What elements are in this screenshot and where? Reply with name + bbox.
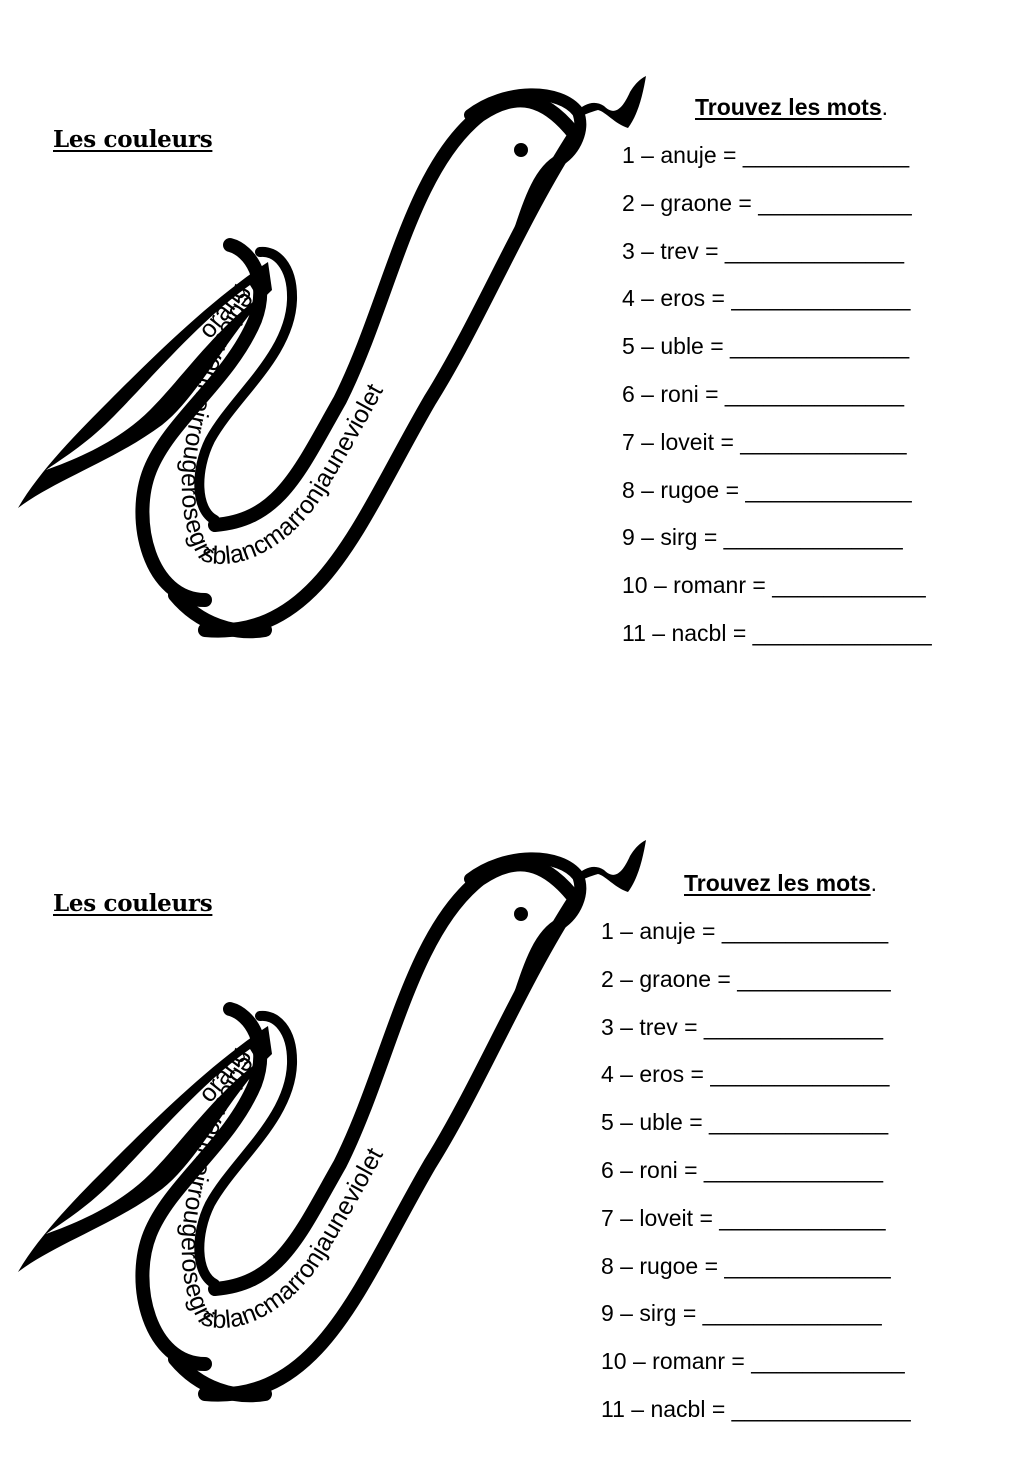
list-item: 2 – graone = ____________ [622, 189, 912, 216]
page-title: Les couleurs [53, 126, 213, 153]
list-item: 1 – anuje = _____________ [622, 142, 910, 168]
snake-illustration [0, 0, 660, 700]
word-list [622, 132, 932, 658]
instruction-period: . [881, 94, 889, 120]
worksheet-top [0, 0, 1024, 720]
list-item: 6 – roni = ______________ [622, 380, 905, 407]
list-item: 4 – eros = ______________ [622, 285, 911, 312]
page-title: Les couleurs [53, 890, 213, 917]
instruction-text: Trouvez les mots [684, 870, 871, 896]
list-item: 5 – uble = ______________ [622, 333, 910, 360]
snake-body-outer-bottom [175, 595, 265, 631]
snake-eye [514, 143, 528, 157]
list-item: 4 – eros = ______________ [601, 1061, 890, 1088]
snake-illustration [0, 764, 660, 1464]
list-item: 6 – roni = ______________ [601, 1156, 884, 1183]
instruction [695, 92, 932, 122]
exercise-panel [601, 868, 911, 1434]
instruction [684, 868, 911, 898]
exercise-panel [622, 92, 932, 658]
worksheet-bottom [0, 764, 1024, 1484]
list-item: 5 – uble = ______________ [601, 1109, 889, 1136]
list-item: 8 – rugoe = _____________ [601, 1252, 891, 1279]
list-item: 10 – romanr = ____________ [601, 1348, 905, 1375]
list-item: 3 – trev = ______________ [601, 1013, 883, 1040]
word-list [601, 908, 911, 1434]
instruction-text: Trouvez les mots [695, 94, 882, 120]
list-item: 3 – trev = ______________ [622, 237, 904, 264]
list-item: 11 – nacbl = ______________ [622, 619, 932, 646]
snake-letters: orangebleuvertnoirrougerosegrisblancmarronjauneviolet [175, 278, 389, 571]
list-item: 7 – loveit = _____________ [601, 1204, 886, 1231]
list-item: 8 – rugoe = _____________ [622, 476, 912, 503]
list-item: 10 – romanr = ____________ [622, 572, 926, 599]
instruction-period: . [870, 870, 878, 896]
snake-letters: orangebleuvertnoirrougerosegrisblancmarronjauneviolet [175, 1042, 389, 1335]
list-item: 9 – sirg = ______________ [601, 1300, 882, 1327]
list-item: 9 – sirg = ______________ [622, 524, 903, 551]
list-item: 7 – loveit = _____________ [622, 428, 907, 455]
list-item: 2 – graone = ____________ [601, 965, 891, 992]
list-item: 11 – nacbl = ______________ [601, 1395, 911, 1422]
list-item: 1 – anuje = _____________ [601, 918, 889, 944]
snake-eye [514, 907, 528, 921]
snake-body-outer-bottom [175, 1359, 265, 1395]
